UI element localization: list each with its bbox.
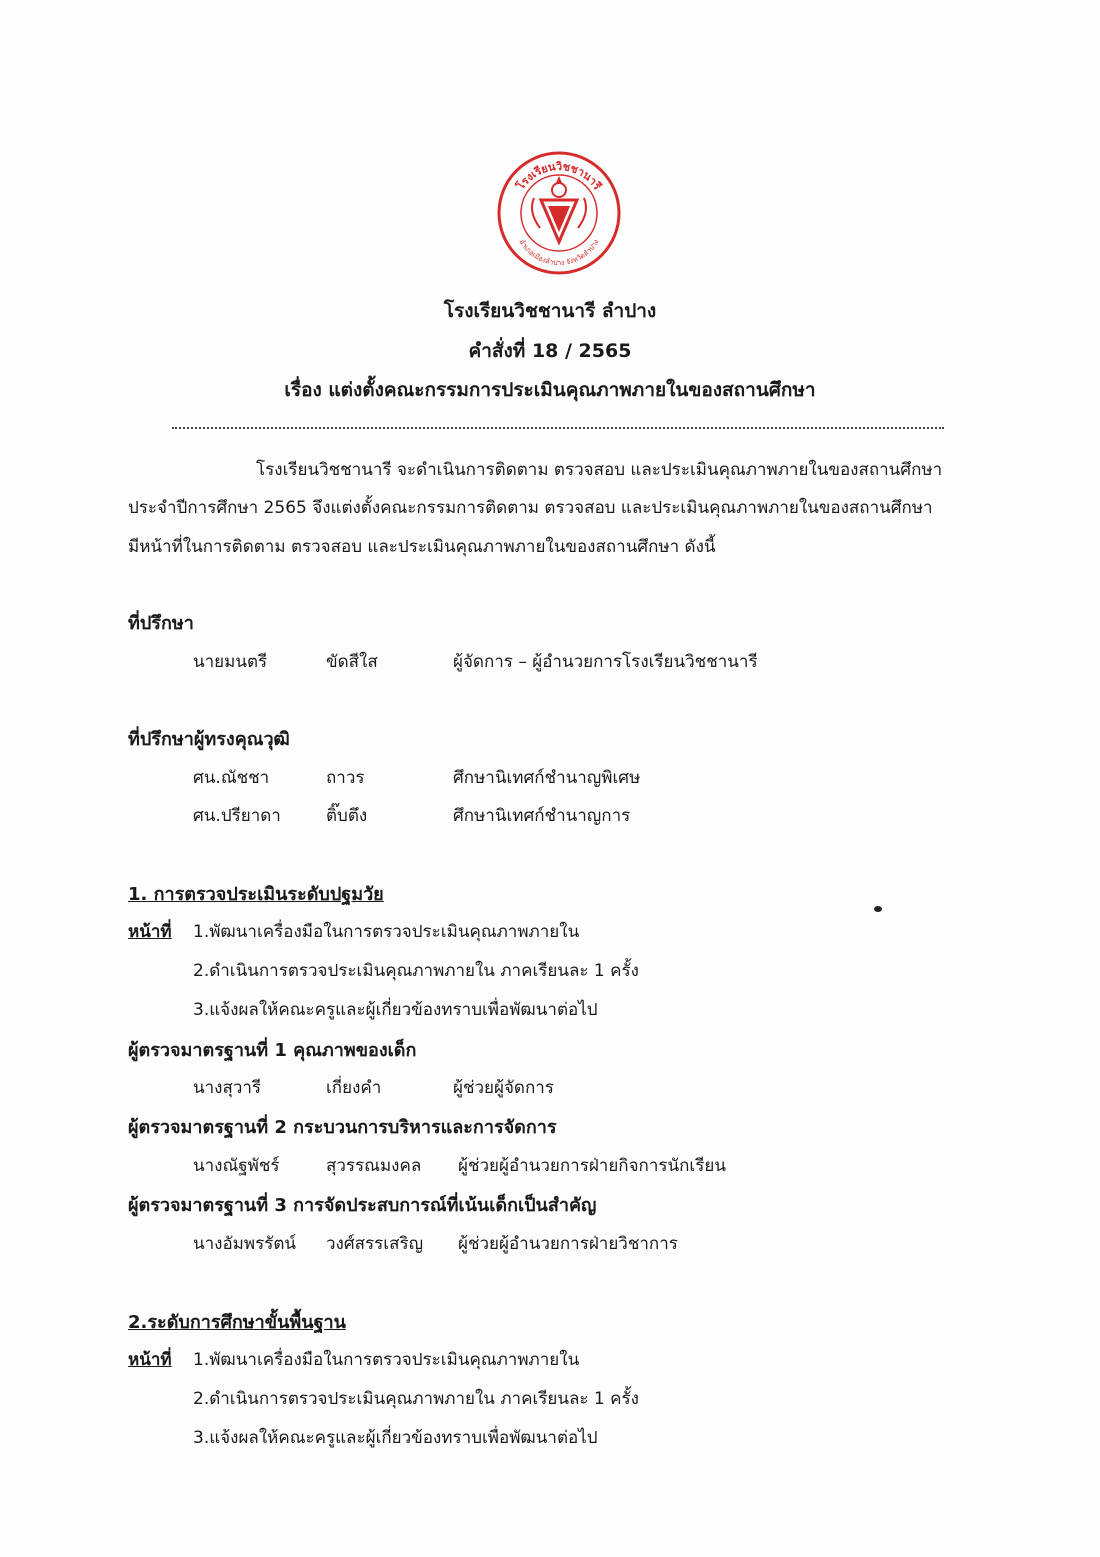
person-role: ผู้จัดการ – ผู้อำนวยการโรงเรียนวิชชานารี xyxy=(453,652,758,672)
person-role: ผู้ช่วยผู้อำนวยการฝ่ายกิจการนักเรียน xyxy=(458,1156,726,1176)
person-role: ผู้ช่วยผู้อำนวยการฝ่ายวิชาการ xyxy=(458,1234,678,1254)
person-first-name: ศน.ปรียาดา xyxy=(193,806,281,826)
school-seal-logo xyxy=(496,150,622,276)
person-last-name: ขัดสีใส xyxy=(326,652,378,672)
section2-duty-1: 1.พัฒนาเครื่องมือในการตรวจประเมินคุณภาพภายใน xyxy=(193,1350,580,1370)
intro-line-2: ประจำปีการศึกษา 2565 จึงแต่งตั้งคณะกรรมการติดตาม ตรวจสอบ และประเมินคุณภาพภายในของสถานศึกษา xyxy=(128,498,933,518)
section2-duty-3: 3.แจ้งผลให้คณะครูและผู้เกี่ยวข้องทราบเพื่อพัฒนาต่อไป xyxy=(193,1428,598,1448)
experts-heading: ที่ปรึกษาผู้ทรงคุณวุฒิ xyxy=(128,729,290,750)
person-first-name: นางสุวารี xyxy=(193,1078,262,1098)
section1-duty-1: 1.พัฒนาเครื่องมือในการตรวจประเมินคุณภาพภายใน xyxy=(193,922,580,942)
standard-3-heading: ผู้ตรวจมาตรฐานที่ 3 การจัดประสบการณ์ที่เน้นเด็กเป็นสำคัญ xyxy=(128,1195,597,1216)
section2-duty-label: หน้าที่ xyxy=(128,1350,172,1370)
section1-duty-3: 3.แจ้งผลให้คณะครูและผู้เกี่ยวข้องทราบเพื่อพัฒนาต่อไป xyxy=(193,1000,598,1020)
school-name: โรงเรียนวิชชานารี ลำปาง xyxy=(443,300,657,322)
person-role: ศึกษานิเทศก์ชำนาญพิเศษ xyxy=(453,768,641,788)
section2-heading: 2.ระดับการศึกษาขั้นพื้นฐาน xyxy=(128,1312,346,1333)
section2-duty-2: 2.ดำเนินการตรวจประเมินคุณภาพภายใน ภาคเรียนละ 1 ครั้ง xyxy=(193,1389,639,1409)
standard-1-heading: ผู้ตรวจมาตรฐานที่ 1 คุณภาพของเด็ก xyxy=(128,1040,417,1061)
person-last-name: สุวรรณมงคล xyxy=(326,1156,422,1176)
section1-duty-label: หน้าที่ xyxy=(128,922,172,942)
order-subject: เรื่อง แต่งตั้งคณะกรรมการประเมินคุณภาพภายในของสถานศึกษา xyxy=(284,379,816,401)
section1-duty-2: 2.ดำเนินการตรวจประเมินคุณภาพภายใน ภาคเรียนละ 1 ครั้ง xyxy=(193,961,639,981)
intro-line-1: โรงเรียนวิชชานารี จะดำเนินการติดตาม ตรวจสอบ และประเมินคุณภาพภายในของสถานศึกษา xyxy=(256,460,943,480)
person-role: ศึกษานิเทศก์ชำนาญการ xyxy=(453,806,631,826)
person-first-name: นางอัมพรรัตน์ xyxy=(193,1234,297,1254)
person-first-name: ศน.ณัชชา xyxy=(193,768,270,788)
seal-top-text: โรงเรียนวิชชานารี xyxy=(514,159,604,193)
advisor-heading: ที่ปรึกษา xyxy=(128,613,194,634)
person-last-name: เกี่ยงคำ xyxy=(326,1078,382,1098)
seal-bottom-text: อำเภอเมืองลำปาง จังหวัดลำปาง xyxy=(517,238,601,268)
intro-line-3: มีหน้าที่ในการติดตาม ตรวจสอบ และประเมินคุณภาพภายในของสถานศึกษา ดังนี้ xyxy=(128,537,716,557)
person-last-name: วงศ์สรรเสริญ xyxy=(326,1234,424,1254)
svg-text:โรงเรียนวิชชานารี xyxy=(513,160,604,193)
ink-smudge xyxy=(874,906,882,912)
person-last-name: ติ๊บตึง xyxy=(326,806,368,826)
section1-heading: 1. การตรวจประเมินระดับปฐมวัย xyxy=(128,884,384,905)
person-first-name: นางณัฐพัชร์ xyxy=(193,1156,280,1176)
person-role: ผู้ช่วยผู้จัดการ xyxy=(453,1078,554,1098)
dotted-divider xyxy=(172,427,944,429)
person-last-name: ถาวร xyxy=(326,768,365,788)
person-first-name: นายมนตรี xyxy=(193,652,268,672)
order-number: คำสั่งที่ 18 / 2565 xyxy=(468,340,632,362)
standard-2-heading: ผู้ตรวจมาตรฐานที่ 2 กระบวนการบริหารและการจัดการ xyxy=(128,1117,557,1138)
